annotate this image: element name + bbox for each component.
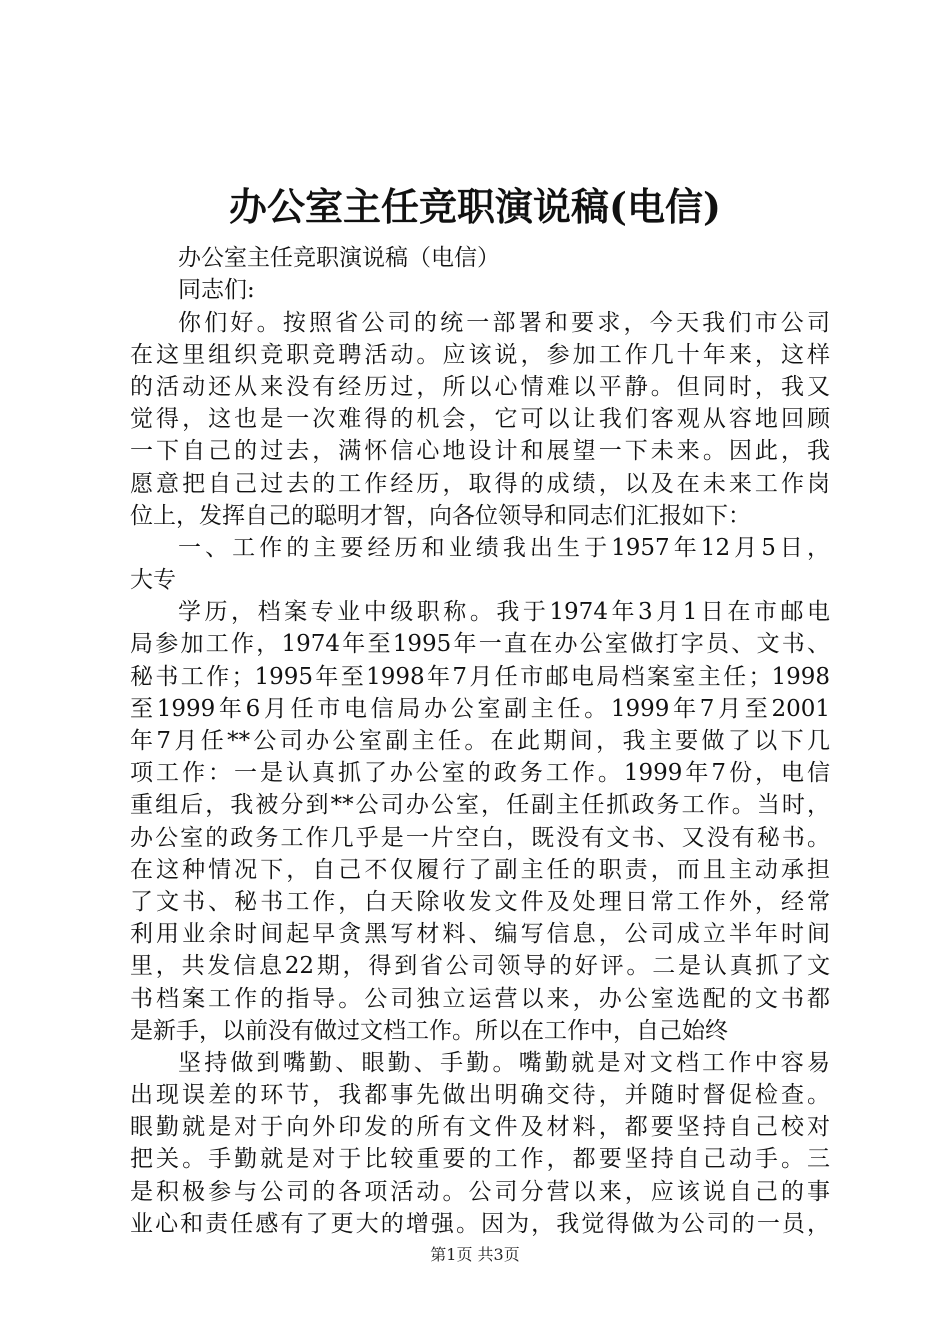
body-line: 是新手，以前没有做过文档工作。所以在工作中，自己始终 — [130, 1017, 728, 1044]
document-title: 办公室主任竞职演说稿(电信) — [229, 184, 721, 229]
body-line: 至1999年6月任市电信局办公室副主任。1999年7月至2001 — [130, 695, 830, 722]
body-line: 在这种情况下，自己不仅履行了副主任的职责，而且主动承担 — [130, 856, 830, 883]
body-line: 是积极参与公司的各项活动。公司分营以来，应该说自己的事 — [130, 1178, 830, 1205]
body-line: 局参加工作，1974年至1995年一直在办公室做打字员、文书、 — [130, 631, 830, 658]
body-line: 重组后，我被分到**公司办公室，任副主任抓政务工作。当时， — [130, 792, 830, 819]
body-line: 愿意把自己过去的工作经历，取得的成绩，以及在未来工作岗 — [130, 470, 830, 497]
body-subtitle: 办公室主任竞职演说稿（电信） — [178, 245, 500, 272]
body-line: 坚持做到嘴勤、眼勤、手勤。嘴勤就是对文档工作中容易 — [178, 1049, 830, 1076]
body-line: 项工作：一是认真抓了办公室的政务工作。1999年7份，电信 — [130, 760, 830, 787]
body-line: 出现误差的环节，我都事先做出明确交待，并随时督促检查。 — [130, 1082, 830, 1109]
body-line: 利用业余时间起早贪黑写材料、编写信息，公司成立半年时间 — [130, 921, 830, 948]
body-line-spacer — [130, 210, 830, 242]
body-line: 大专 — [130, 567, 176, 594]
body-line: 了文书、秘书工作，白天除收发文件及处理日常工作外，经常 — [130, 888, 830, 915]
body-line: 年7月任**公司办公室副主任。在此期间，我主要做了以下几 — [130, 728, 830, 754]
page-footer: 第1页 共3页 — [430, 1245, 520, 1264]
body-line: 一下自己的过去，满怀信心地设计和展望一下未来。因此，我 — [130, 438, 830, 465]
body-salutation: 同志们: — [178, 277, 255, 304]
body-line: 办公室的政务工作几乎是一片空白，既没有文书、又没有秘书。 — [130, 824, 830, 851]
body-line: 觉得，这也是一次难得的机会，它可以让我们客观从容地回顾 — [130, 406, 830, 433]
document-body — [130, 210, 830, 1240]
body-line: 里，共发信息22期，得到省公司领导的好评。二是认真抓了文 — [130, 953, 830, 980]
body-line: 你们好。按照省公司的统一部署和要求，今天我们市公司 — [178, 309, 830, 336]
body-line: 学历，档案专业中级职称。我于1974年3月1日在市邮电 — [178, 599, 830, 626]
body-line: 位上，发挥自己的聪明才智，向各位领导和同志们汇报如下： — [130, 502, 751, 529]
body-line: 眼勤就是对于向外印发的所有文件及材料，都要坚持自己校对 — [130, 1114, 830, 1141]
body-line: 在这里组织竞职竞聘活动。应该说，参加工作几十年来，这样 — [130, 341, 830, 368]
body-line: 把关。手勤就是对于比较重要的工作，都要坚持自己动手。三 — [130, 1146, 830, 1173]
body-line: 书档案工作的指导。公司独立运营以来，办公室选配的文书都 — [130, 985, 830, 1012]
body-line: 的活动还从来没有经历过，所以心情难以平静。但同时，我又 — [130, 373, 830, 400]
body-line: 秘书工作；1995年至1998年7月任市邮电局档案室主任；1998 — [130, 663, 830, 690]
body-line: 业心和责任感有了更大的增强。因为，我觉得做为公司的一员， — [130, 1210, 830, 1237]
body-line: 一、工作的主要经历和业绩我出生于1957年12月5日， — [178, 534, 830, 561]
